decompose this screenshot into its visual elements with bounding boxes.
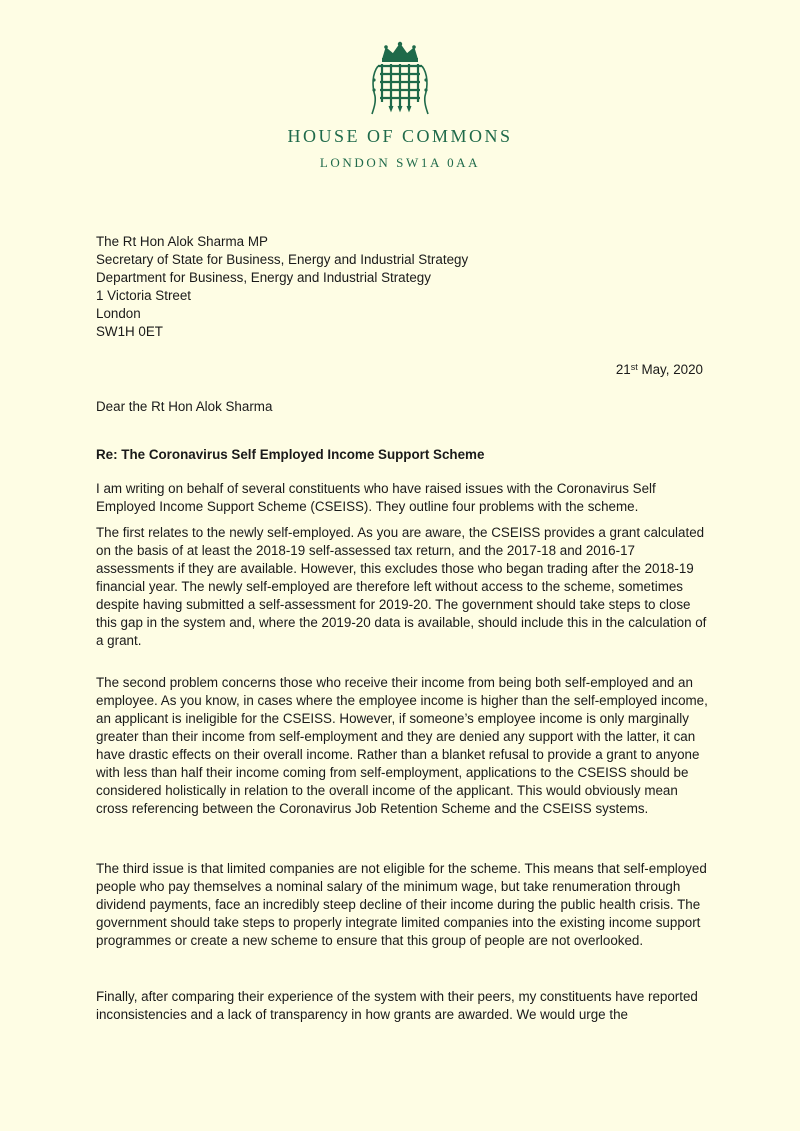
letterhead-title: HOUSE OF COMMONS	[287, 126, 513, 146]
recipient-line: London	[96, 306, 141, 321]
recipient-line: 1 Victoria Street	[96, 288, 192, 303]
subject-line: Re: The Coronavirus Self Employed Income Support Scheme	[96, 447, 485, 462]
recipient-line: Secretary of State for Business, Energy and Industrial Strategy	[96, 252, 469, 267]
body-paragraph: Finally, after comparing their experience of the system with their peers, my constituents have reported inconsistencies and a lack of transparency in how grants are awarded. We would urge the	[96, 989, 698, 1022]
recipient-line: SW1H 0ET	[96, 324, 163, 339]
body-paragraph: The first relates to the newly self-employed. As you are aware, the CSEISS provides a grant calculated on the basis of at least the 2018-19 self-assessed tax return, and the 2017-18 and 2016-17 assessments if they are available. However, this excludes those who began trading after the 2018-19 financial year. The newly self-employed are therefore left without access to the scheme, sometimes despite having submitted a self-assessment for 2019-20. The government should take steps to close this gap in the system and, where the 2019-20 data is available, should include this in the calculation of a grant.	[96, 525, 707, 648]
portcullis-crest-icon	[369, 40, 431, 116]
body-paragraph: I am writing on behalf of several constituents who have raised issues with the Coronavirus Self Employed Income Support Scheme (CSEISS). They outline four problems with the scheme.	[96, 481, 656, 514]
body-paragraph: The third issue is that limited companies are not eligible for the scheme. This means that self-employed people who pay themselves a nominal salary of the minimum wage, but take renumeration through dividend payments, face an incredibly steep decline of their income during the public health crisis. The government should take steps to properly integrate limited companies into the existing income support programmes or create a new scheme to ensure that this group of people are not overlooked.	[96, 861, 707, 948]
date-suffix: st	[630, 362, 638, 372]
letterhead-address: LONDON SW1A 0AA	[319, 155, 481, 170]
date-day: 21	[615, 362, 631, 377]
body-paragraph: The second problem concerns those who receive their income from being both self-employed and an employee. As you know, in cases where the employee income is higher than the self-employed income, an applicant is ineligible for the CSEISS. However, if someone’s employee income is only marginally greater than their income from self-employment and they are denied any support with the latter, it can have drastic effects on their overall income. Rather than a blanket refusal to provide a grant to anyone with less than half their income coming from self-employment, applications to the CSEISS should be considered holistically in relation to the overall income of the applicant. This would obviously mean cross referencing between the Coronavirus Job Retention Scheme and the CSEISS systems.	[96, 675, 708, 816]
recipient-line: Department for Business, Energy and Industrial Strategy	[96, 270, 431, 285]
salutation: Dear the Rt Hon Alok Sharma	[96, 399, 273, 414]
recipient-address	[96, 233, 708, 341]
date-rest: May, 2020	[637, 362, 703, 377]
recipient-line: The Rt Hon Alok Sharma MP	[96, 234, 268, 249]
letter-date	[616, 361, 703, 379]
